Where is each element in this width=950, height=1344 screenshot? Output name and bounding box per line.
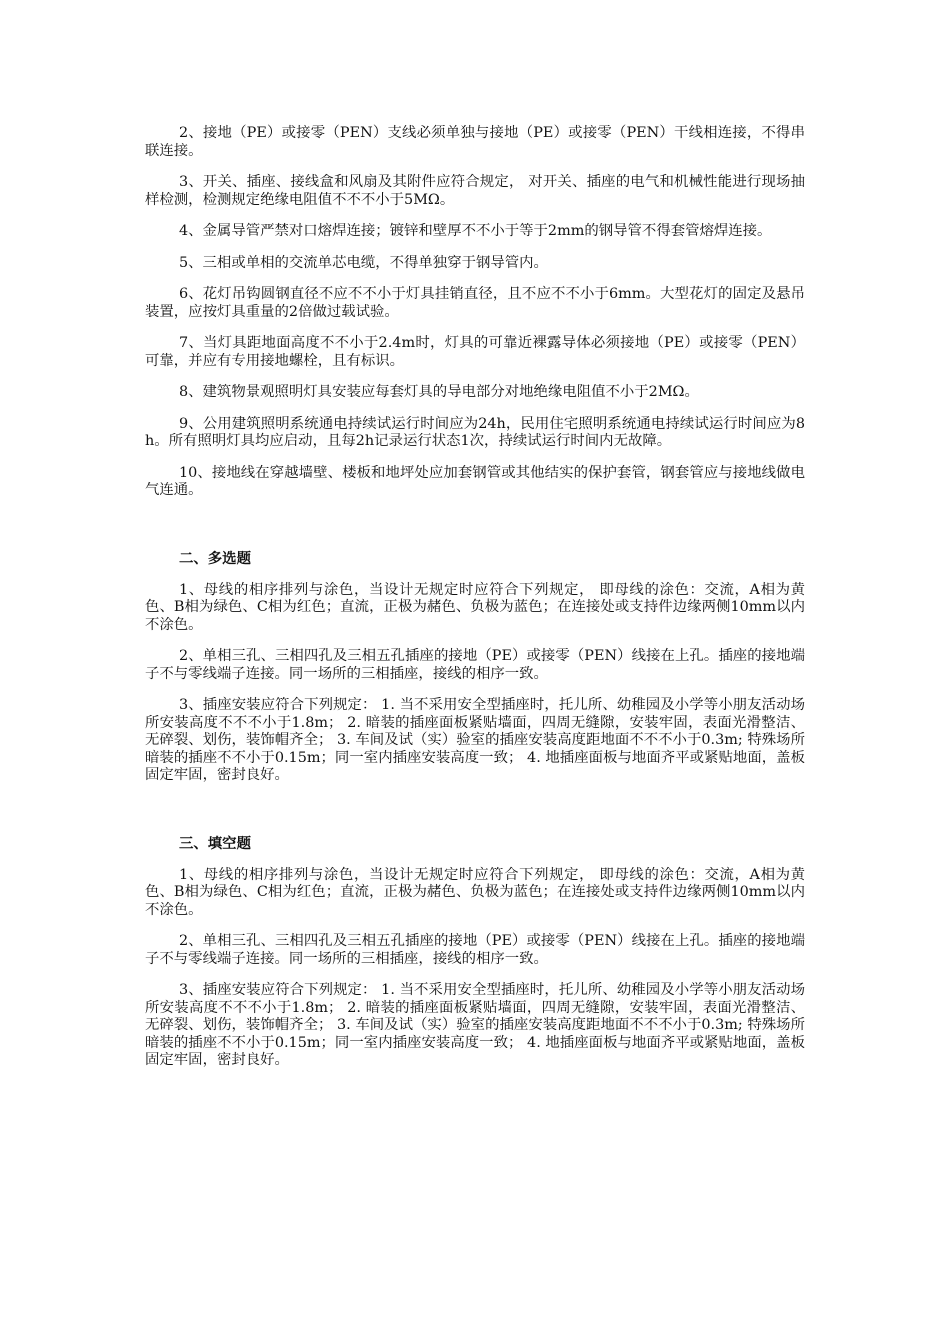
s1-item-3: 3、开关、插座、接线盒和风扇及其附件应符合规定， 对开关、插座的电气和机械性能进行现场抽样检测，检测规定绝缘电阻值不不不小于5MΩ。 bbox=[145, 174, 805, 208]
section-heading-multiple-choice: 二、多选题 bbox=[179, 550, 251, 567]
s1-item-7: 7、当灯具距地面高度不不小于2.4m时，灯具的可靠近裸露导体必须接地（PE）或接零（PEN）可靠，并应有专用接地螺栓，且有标识。 bbox=[145, 335, 805, 369]
s2-item-1: 1、母线的相序排列与涂色，当设计无规定时应符合下列规定， 即母线的涂色：交流，A相为黄色、B相为绿色、C相为红色；直流，正极为赭色、负极为蓝色；在连接处或支持件边缘两侧10mm以内不涂色。 bbox=[145, 581, 805, 633]
s3-item-2: 2、单相三孔、三相四孔及三相五孔插座的接地（PE）或接零（PEN）线接在上孔。插座的接地端子不与零线端子连接。同一场所的三相插座，接线的相序一致。 bbox=[145, 933, 805, 967]
s2-item-3: 3、插座安装应符合下列规定： 1. 当不采用安全型插座时，托儿所、幼稚园及小学等小朋友活动场所安装高度不不不小于1.8m； 2. 暗装的插座面板紧贴墙面，四周无缝隙，安装牢固，表面光滑整洁、无碎裂、划伤，装饰帽齐全； 3. 车间及试（实）验室的插座安装高度距地面不不不小于0.3m; 特殊场所暗装的插座不不小于0.15m；同一室内插座安装高度一致； 4. 地插座面板与地面齐平或紧贴地面，盖板固定牢固，密封良好。 bbox=[145, 697, 805, 783]
s3-item-3: 3、插座安装应符合下列规定： 1. 当不采用安全型插座时，托儿所、幼稚园及小学等小朋友活动场所安装高度不不不小于1.8m； 2. 暗装的插座面板紧贴墙面，四周无缝隙，安装牢固，表面光滑整洁、无碎裂、划伤，装饰帽齐全； 3. 车间及试（实）验室的插座安装高度距地面不不不小于0.3m; 特殊场所暗装的插座不不小于0.15m；同一室内插座安装高度一致； 4. 地插座面板与地面齐平或紧贴地面，盖板固定牢固，密封良好。 bbox=[145, 982, 805, 1068]
section-spacer bbox=[145, 514, 805, 550]
s1-item-2: 2、接地（PE）或接零（PEN）支线必须单独与接地（PE）或接零（PEN）干线相连接，不得串联连接。 bbox=[145, 125, 805, 159]
s3-item-1: 1、母线的相序排列与涂色，当设计无规定时应符合下列规定， 即母线的涂色：交流，A相为黄色、B相为绿色、C相为红色；直流，正极为赭色、负极为蓝色；在连接处或支持件边缘两侧10mm以内不涂色。 bbox=[145, 866, 805, 918]
section-heading-fill-in: 三、填空题 bbox=[179, 835, 251, 852]
s1-item-4: 4、金属导管严禁对口熔焊连接；镀锌和壁厚不不小于等于2mm的钢导管不得套管熔焊连接。 bbox=[179, 223, 772, 239]
document-page bbox=[145, 125, 805, 1084]
s1-item-8: 8、建筑物景观照明灯具安装应每套灯具的导电部分对地绝缘电阻值不小于2MΩ。 bbox=[179, 384, 699, 400]
s1-item-5: 5、三相或单相的交流单芯电缆，不得单独穿于钢导管内。 bbox=[179, 254, 548, 271]
s1-item-6: 6、花灯吊钩圆钢直径不应不不小于灯具挂销直径，且不应不不小于6mm。大型花灯的固定及悬吊装置，应按灯具重量的2倍做过载试验。 bbox=[145, 286, 805, 320]
s1-item-10: 10、接地线在穿越墙壁、楼板和地坪处应加套钢管或其他结实的保护套管，钢套管应与接地线做电气连通。 bbox=[145, 464, 805, 498]
s2-item-2: 2、单相三孔、三相四孔及三相五孔插座的接地（PE）或接零（PEN）线接在上孔。插座的接地端子不与零线端子连接。同一场所的三相插座，接线的相序一致。 bbox=[145, 648, 805, 682]
section-spacer bbox=[145, 799, 805, 835]
s1-item-9: 9、公用建筑照明系统通电持续试运行时间应为24h，民用住宅照明系统通电持续试运行时间应为8h。所有照明灯具均应启动，且每2h记录运行状态1次，持续试运行时间内无故障。 bbox=[145, 415, 805, 449]
